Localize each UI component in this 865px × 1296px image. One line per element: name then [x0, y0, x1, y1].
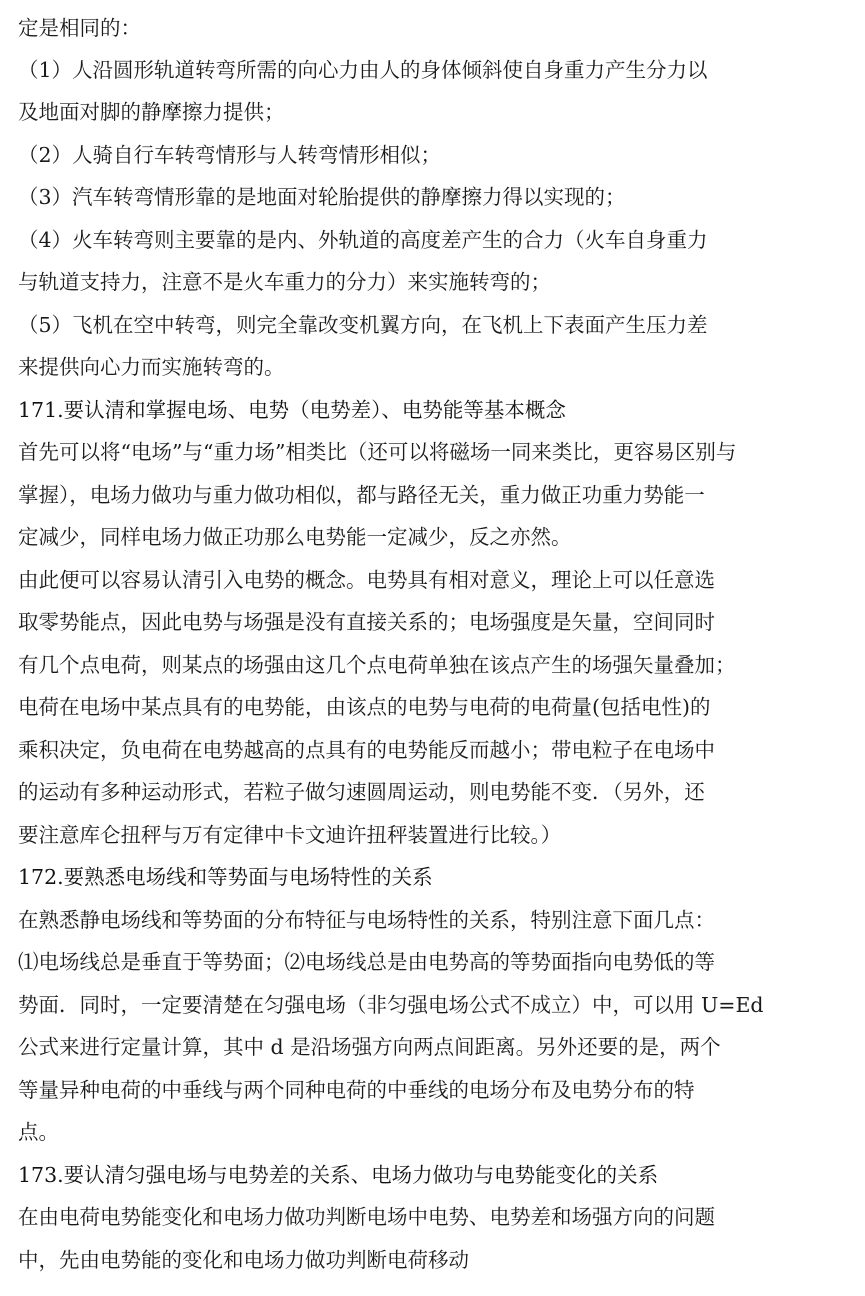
paragraph-line: 掌握），电场力做功与重力做功相似，都与路径无关，重力做正功重力势能一	[18, 483, 705, 507]
paragraph-line: ⑴电场线总是垂直于等势面；⑵电场线总是由电势高的等势面指向电势低的等	[18, 950, 715, 974]
section-heading-173: 173.要认清匀强电场与电势差的关系、电场力做功与电势能变化的关系	[18, 1163, 659, 1187]
bottom-fade-overlay	[470, 1232, 865, 1296]
list-item-1-line: 及地面对脚的静摩擦力提供；	[18, 100, 285, 124]
paragraph-line: 在由电荷电势能变化和电场力做功判断电场中电势、电势差和场强方向的问题	[18, 1205, 715, 1229]
paragraph-line: 中，先由电势能的变化和电场力做功判断电荷移动	[18, 1248, 469, 1272]
paragraph-line: 的运动有多种运动形式，若粒子做匀速圆周运动，则电势能不变．（另外，还	[18, 780, 705, 804]
section-heading-172: 172.要熟悉电场线和等势面与电场特性的关系	[18, 865, 433, 889]
paragraph-line: 在熟悉静电场线和等势面的分布特征与电场特性的关系，特别注意下面几点：	[18, 908, 715, 932]
paragraph-line: 首先可以将“电场”与“重力场”相类比（还可以将磁场一同来类比，更容易区别与	[18, 440, 737, 464]
paragraph-line: 取零势能点，因此电势与场强是没有直接关系的；电场强度是矢量，空间同时	[18, 610, 715, 634]
paragraph-line: 等量异种电荷的中垂线与两个同种电荷的中垂线的电场分布及电势分布的特	[18, 1078, 695, 1102]
list-item-4-line: 与轨道支持力，注意不是火车重力的分力）来实施转弯的；	[18, 270, 551, 294]
list-item-5-line: （5）飞机在空中转弯，则完全靠改变机翼方向，在飞机上下表面产生压力差	[18, 313, 708, 337]
list-item-5-line: 来提供向心力而实施转弯的。	[18, 355, 285, 379]
paragraph-line: 由此便可以容易认清引入电势的概念。电势具有相对意义，理论上可以任意选	[18, 568, 715, 592]
text-line: 定是相同的：	[18, 16, 141, 40]
paragraph-line: 要注意库仑扭秤与万有定律中卡文迪许扭秤装置进行比较。）	[18, 823, 562, 847]
paragraph-line: 有几个点电荷，则某点的场强由这几个点电荷单独在该点产生的场强矢量叠加；	[18, 653, 736, 677]
section-heading-171: 171.要认清和掌握电场、电势（电势差）、电势能等基本概念	[18, 398, 566, 422]
paragraph-line: 势面．同时，一定要清楚在匀强电场（非匀强电场公式不成立）中，可以用 U=Ed	[18, 993, 764, 1017]
list-item-1-line: （1）人沿圆形轨道转弯所需的向心力由人的身体倾斜使自身重力产生分力以	[18, 58, 708, 82]
list-item-3: （3）汽车转弯情形靠的是地面对轮胎提供的静摩擦力得以实现的；	[18, 185, 626, 209]
paragraph-line: 公式来进行定量计算，其中 d 是沿场强方向两点间距离。另外还要的是，两个	[18, 1035, 721, 1059]
paragraph-line: 点。	[18, 1120, 59, 1144]
list-item-4-line: （4）火车转弯则主要靠的是内、外轨道的高度差产生的合力（火车自身重力	[18, 228, 708, 252]
paragraph-line: 定减少，同样电场力做正功那么电势能一定减少，反之亦然。	[18, 525, 572, 549]
paragraph-line: 乘积决定，负电荷在电势越高的点具有的电势能反而越小；带电粒子在电场中	[18, 738, 715, 762]
list-item-2: （2）人骑自行车转弯情形与人转弯情形相似；	[18, 143, 442, 167]
paragraph-line: 电荷在电场中某点具有的电势能，由该点的电势与电荷的电荷量(包括电性)的	[18, 695, 711, 719]
